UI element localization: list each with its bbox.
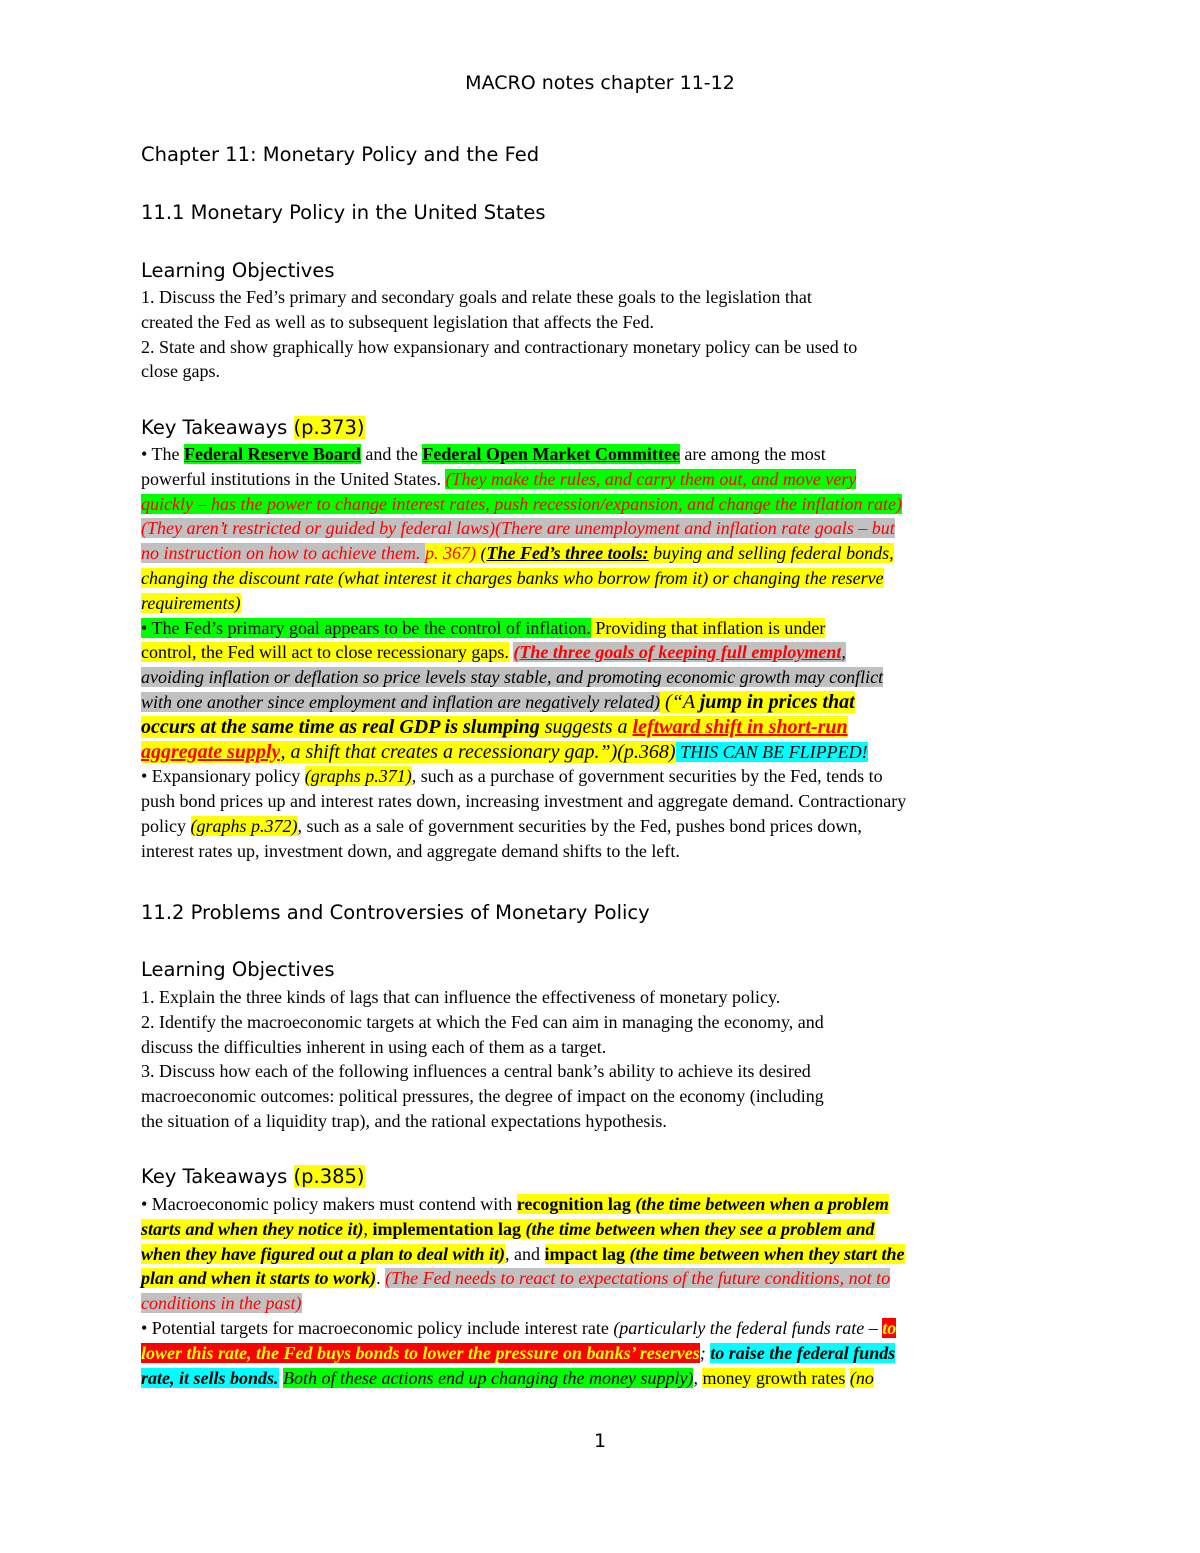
- key-takeaways-11-1: [141, 442, 1061, 864]
- highlighted-note: (They aren’t restricted or guided by federal laws)(There are unemployment and inflation rate goals – but: [141, 518, 895, 539]
- text-run: , such as a sale of government securities by the Fed, pushes bond prices down,: [297, 815, 862, 836]
- chapter-title: Chapter 11: Monetary Policy and the Fed: [141, 143, 540, 166]
- text-line: [141, 1217, 1061, 1242]
- text-run: requirements): [141, 592, 241, 613]
- page-header: MACRO notes chapter 11-12: [465, 72, 735, 94]
- highlighted-note: quickly – has the power to change interest rates, push recession/expansion, and change the inflation rate): [141, 493, 903, 514]
- text-run: , and: [505, 1243, 545, 1264]
- page-number: 1: [593, 1430, 607, 1452]
- text-line: 2. State and show graphically how expansionary and contractionary monetary policy can be used to: [141, 336, 858, 357]
- quote-run: (“A: [660, 690, 700, 713]
- text-run: ,: [841, 642, 846, 663]
- text-line: [141, 566, 1061, 591]
- highlighted-note: to raise the federal funds: [710, 1342, 896, 1363]
- term-federal-reserve-board: Federal Reserve Board: [183, 444, 361, 464]
- learning-objectives-11-1: [141, 285, 1061, 384]
- text-run: • Potential targets for macroeconomic policy include interest rate: [141, 1317, 614, 1338]
- text-line: [141, 814, 1061, 839]
- key-takeaways-11-2: [141, 1192, 1061, 1390]
- text-line: [141, 1366, 1061, 1391]
- text-line: [141, 764, 1061, 789]
- highlighted-text: • The Fed’s primary goal appears to be the control of inflation.: [141, 617, 591, 638]
- text-run: ;: [699, 1342, 711, 1363]
- text-line: [141, 740, 1061, 765]
- quote-run: suggests a: [539, 715, 633, 738]
- flipped-note: THIS CAN BE FLIPPED!: [675, 741, 868, 762]
- text-line: [141, 640, 1061, 665]
- text-line: [141, 516, 1061, 541]
- text-line: [141, 1242, 1061, 1267]
- quote-run: aggregate supply: [141, 740, 281, 763]
- highlighted-text: Providing that inflation is under: [590, 617, 826, 638]
- key-takeaways-heading: [141, 1165, 365, 1188]
- text-run: are among the most: [679, 444, 826, 464]
- highlighted-note: no instruction on how to achieve them.: [141, 543, 425, 564]
- text-run: and the: [360, 444, 423, 464]
- highlighted-note: rate, it sells bonds.: [141, 1367, 279, 1388]
- highlighted-text: (the time between when they start the: [625, 1243, 905, 1264]
- text-line: [141, 1291, 1061, 1316]
- highlighted-note: (The three goals of keeping full employment: [513, 642, 842, 663]
- text-run: buying and selling federal bonds,: [648, 543, 894, 564]
- text-line: close gaps.: [141, 361, 220, 382]
- text-run: • Expansionary policy: [141, 766, 305, 787]
- highlighted-note: to: [882, 1317, 897, 1338]
- text-line: discuss the difficulties inherent in using each of them as a target.: [141, 1036, 607, 1057]
- text-line: [141, 665, 1061, 690]
- highlighted-note: (The Fed needs to react to expectations of the future conditions, not to: [385, 1268, 891, 1289]
- learning-objectives-heading: Learning Objectives: [141, 958, 335, 981]
- term-recognition-lag: recognition lag: [516, 1194, 631, 1214]
- highlighted-note: Both of these actions end up changing the money supply): [283, 1367, 694, 1388]
- text-line: 1. Discuss the Fed’s primary and secondary goals and relate these goals to the legislation that: [141, 287, 812, 307]
- text-run: policy: [141, 815, 191, 836]
- quote-run: jump in prices that: [699, 690, 855, 713]
- text-line: [141, 1341, 1061, 1366]
- highlighted-note: lower this rate, the Fed buys bonds to lower the pressure on banks’ reserves: [141, 1342, 700, 1363]
- text-line: [141, 541, 1061, 566]
- term-fomc: Federal Open Market Committee: [422, 444, 680, 464]
- key-takeaways-label: Key Takeaways: [141, 416, 294, 439]
- text-line: [141, 839, 1061, 864]
- text-line: macroeconomic outcomes: political pressures, the degree of impact on the economy (including: [141, 1086, 824, 1107]
- text-line: 2. Identify the macroeconomic targets at which the Fed can aim in managing the economy, and: [141, 1011, 824, 1032]
- text-line: [141, 1266, 1061, 1291]
- page-reference: (p.373): [293, 416, 365, 439]
- text-run: • Macroeconomic policy makers must contend with: [141, 1194, 517, 1214]
- text-line: [141, 690, 1061, 715]
- text-line: [141, 789, 1061, 814]
- text-run: ,: [363, 1218, 373, 1239]
- text-line: [141, 591, 1061, 616]
- text-run: interest rates up, investment down, and aggregate demand shifts to the left.: [141, 840, 680, 861]
- page-reference: (graphs p.371): [304, 766, 412, 787]
- term-three-tools: The Fed’s three tools:: [486, 543, 649, 564]
- highlighted-text: (the time between when they see a problem and: [521, 1218, 875, 1239]
- term-implementation-lag: implementation lag: [372, 1218, 522, 1239]
- highlighted-note: avoiding inflation or deflation so price levels stay stable, and promoting economic growth may conflict: [141, 667, 884, 688]
- learning-objectives-11-2: [141, 985, 1061, 1134]
- highlighted-text: when they have figured out a plan to deal with it): [141, 1243, 506, 1264]
- quote-run: , a shift that creates a recessionary gap.”)(p.368): [280, 740, 676, 763]
- page-reference: (p.385): [293, 1165, 365, 1188]
- text-line: [141, 715, 1061, 740]
- text-run: (particularly the federal funds rate –: [613, 1317, 883, 1338]
- page-reference: p. 367): [424, 543, 476, 564]
- text-line: [141, 1316, 1061, 1341]
- text-line: 3. Discuss how each of the following influences a central bank’s ability to achieve its desired: [141, 1061, 811, 1082]
- text-run: push bond prices up and interest rates down, increasing investment and aggregate demand. Contractionary: [141, 791, 907, 812]
- highlighted-note: with one another since employment and inflation are negatively related): [141, 691, 661, 712]
- highlighted-text: (the time between when a problem: [630, 1194, 889, 1214]
- highlighted-note: (They make the rules, and carry them out, and move very: [445, 468, 857, 489]
- text-line: created the Fed as well as to subsequent legislation that affects the Fed.: [141, 311, 655, 332]
- text-run: .: [376, 1268, 386, 1289]
- text-run: changing the discount rate (what interest it charges banks who borrow from it) or changing the reserve: [141, 567, 884, 588]
- highlighted-text: plan and when it starts to work): [141, 1268, 377, 1289]
- key-takeaways-label: Key Takeaways: [141, 1165, 294, 1188]
- highlighted-text: control, the Fed will act to close recessionary gaps.: [141, 642, 509, 663]
- page-reference: (graphs p.372): [190, 815, 298, 836]
- text-line: [141, 1192, 1061, 1217]
- highlighted-note: conditions in the past): [141, 1293, 302, 1314]
- text-line: 1. Explain the three kinds of lags that can influence the effectiveness of monetary policy.: [141, 987, 781, 1007]
- term-impact-lag: impact lag: [544, 1243, 626, 1264]
- quote-run: occurs at the same time as real GDP is slumping: [141, 715, 540, 738]
- text-run: • The: [141, 444, 184, 464]
- quote-run: leftward shift in short-run: [632, 715, 848, 738]
- text-line: [141, 442, 1061, 467]
- text-run: (: [475, 543, 487, 564]
- learning-objectives-heading: Learning Objectives: [141, 259, 335, 282]
- section-11-2-title: 11.2 Problems and Controversies of Monetary Policy: [141, 901, 650, 924]
- text-run: , such as a purchase of government securities by the Fed, tends to: [411, 766, 883, 787]
- text-run: ,: [693, 1367, 703, 1388]
- text-run: powerful institutions in the United States.: [141, 468, 446, 489]
- section-11-1-title: 11.1 Monetary Policy in the United States: [141, 201, 546, 224]
- text-line: [141, 467, 1061, 492]
- key-takeaways-heading: [141, 416, 365, 439]
- text-line: [141, 492, 1061, 517]
- text-line: the situation of a liquidity trap), and the rational expectations hypothesis.: [141, 1110, 667, 1131]
- highlighted-text: (no: [849, 1367, 874, 1388]
- highlighted-text: money growth rates: [702, 1367, 846, 1388]
- text-line: [141, 616, 1061, 641]
- highlighted-text: starts and when they notice it): [141, 1218, 364, 1239]
